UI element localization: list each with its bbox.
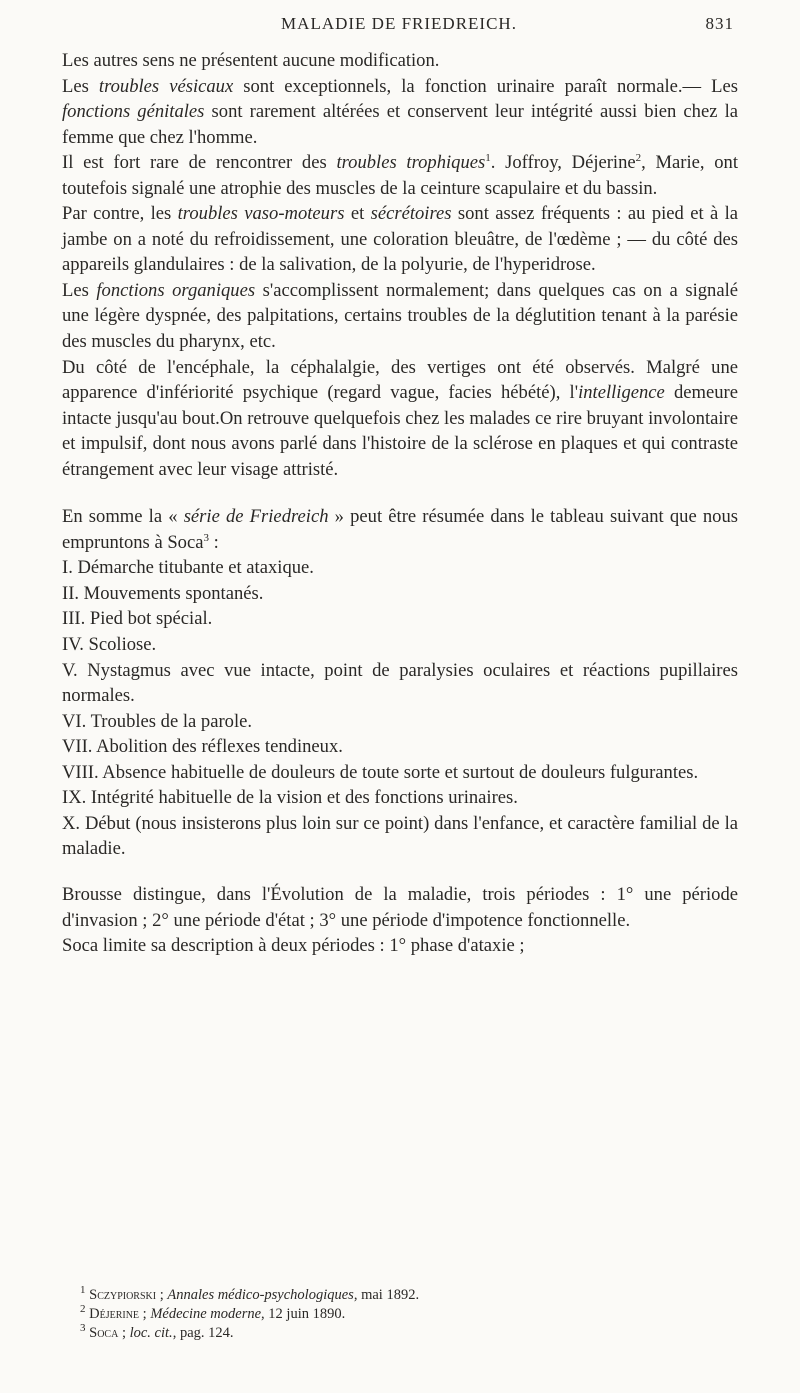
list-item: IV. Scoliose. — [62, 634, 157, 656]
paragraph: Les troubles vésicaux sont exceptionnels, la fonction urinaire paraît normale.— Les fonctions génitales sont rarement altérées et conservent leur intégrité aussi bien chez la femme que chez l'homme. — [62, 75, 738, 148]
footnote: $^3$ Soca ; loc. cit., pag. 124. — [80, 1322, 234, 1341]
paragraph: En somme la « série de Friedreich » peut être résumée dans le tableau suivant que nous empruntons à Soca$^3$ : — [62, 506, 738, 553]
footnote-ref[interactable]: 3 — [203, 531, 209, 544]
list-item: VIII. Absence habituelle de douleurs de toute sorte et surtout de douleurs fulgurantes. — [62, 761, 699, 783]
list-item: VI. Troubles de la parole. — [62, 710, 253, 732]
footnote-ref[interactable]: 2 — [635, 152, 642, 164]
footnote: $^2$ Déjerine ; Médecine moderne, 12 juin 1890. — [80, 1303, 346, 1322]
paragraph: Les fonctions organiques s'accomplissent normalement; dans quelques cas on a signalé une légère dyspnée, des palpitations, certains troubles de la déglutition tenant à la parésie des muscles du pharynx, etc. — [62, 279, 738, 353]
paragraph: Brousse distingue, dans l'Évolution de la maladie, trois périodes : 1° une période d'invasion ; 2° une période d'état ; 3° une période d'impotence fonctionnelle. — [62, 883, 738, 931]
footnote-ref[interactable]: 1 — [485, 152, 491, 164]
page-number: 831 — [705, 14, 734, 33]
paragraph: Du côté de l'encéphale, la céphalalgie, des vertiges ont été observés. Malgré une apparence d'infériorité psychique (regard vague, facies hébété), l'intelligence demeure intacte jusqu'au bout.On retrouve quelquefois chez les malades ce rire bruyant involontaire et impulsif, dont nous avons parlé dans l'histoire de la sclérose en plaques et qui contraste étrangement avec leur visage attristé. — [62, 356, 739, 480]
running-header — [64, 14, 734, 38]
footnote: $^1$ Sczypiorski ; Annales médico-psychologiques, mai 1892. — [80, 1284, 420, 1303]
symptom-list — [62, 555, 738, 862]
list-item: III. Pied bot spécial. — [62, 608, 213, 630]
paragraph: Les autres sens ne présentent aucune modification. — [62, 50, 440, 71]
list-item: I. Démarche titubante et ataxique. — [62, 557, 314, 579]
main-text — [62, 48, 738, 959]
list-item: V. Nystagmus avec vue intacte, point de paralysies oculaires et réactions pupillaires normales. — [62, 659, 738, 707]
running-title: MALADIE DE FRIEDREICH. — [281, 14, 517, 33]
list-item: IX. Intégrité habituelle de la vision et des fonctions urinaires. — [62, 787, 518, 809]
paragraph: Soca limite sa description à deux périodes : 1° phase d'ataxie ; — [62, 935, 525, 957]
list-item: VII. Abolition des réflexes tendineux. — [62, 736, 343, 758]
list-item: X. Début (nous insisterons plus loin sur ce point) dans l'enfance, et caractère familial de la maladie. — [62, 812, 738, 860]
list-item: II. Mouvements spontanés. — [62, 582, 264, 604]
paragraph: Il est fort rare de rencontrer des troubles trophiques$^1$. Joffroy, Déjerine$^2$, Marie, ont toutefois signalé une atrophie des muscles de la ceinture scapulaire et du bassin. — [62, 152, 739, 199]
footnotes — [80, 1286, 730, 1343]
paragraph: Par contre, les troubles vaso-moteurs et sécrétoires sont assez fréquents : au pied et à la jambe on a noté du refroidissement, une coloration bleuâtre, de l'œdème ; — du côté des appareils glandulaires : de la salivation, de la polyurie, de l'hyperidrose. — [62, 203, 739, 276]
